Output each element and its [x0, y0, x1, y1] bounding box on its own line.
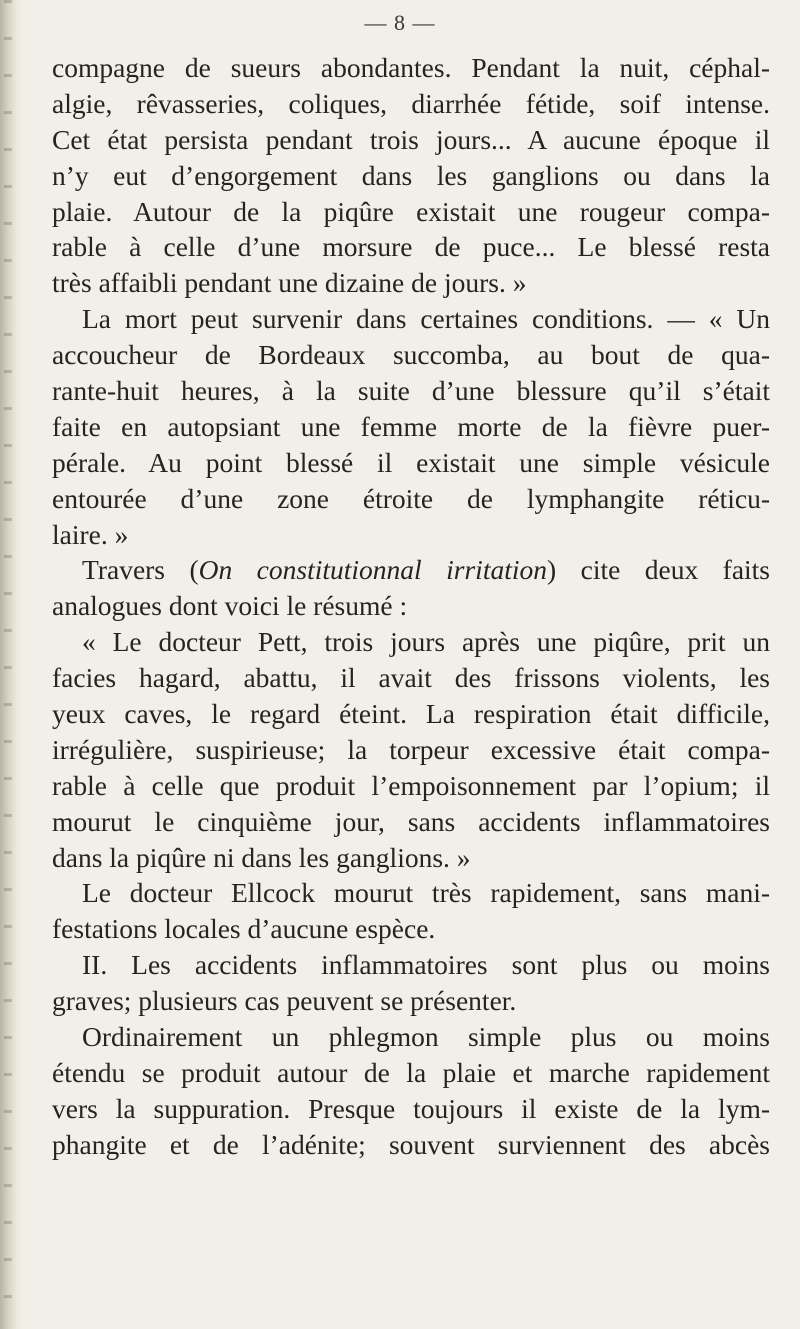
- text-line: algie, rêvasseries, coliques, diarrhée fétide, soif intense.: [52, 87, 770, 119]
- text-line: plaie. Autour de la piqûre existait une rougeur compa-: [52, 195, 770, 227]
- paragraph-start-line: La mort peut survenir dans certaines conditions. — « Un: [82, 303, 770, 335]
- paragraph-start-line: [52, 552, 770, 588]
- text-line: mourut le cinquième jour, sans accidents inflammatoires: [52, 805, 770, 837]
- text-line: yeux caves, le regard éteint. La respiration était difficile,: [52, 698, 770, 730]
- text-line: pérale. Au point blessé il existait une simple vésicule: [52, 446, 770, 478]
- text-line: rante-huit heures, à la suite d’une blessure qu’il s’était: [52, 375, 770, 407]
- text-line: graves; plusieurs cas peuvent se présenter.: [52, 985, 517, 1017]
- cited-work-title: On constitutionnal irritation: [198, 554, 547, 586]
- text-line: très affaibli pendant une dizaine de jours. »: [52, 267, 527, 299]
- paragraph-start-line: II. Les accidents inflammatoires sont plus ou moins: [82, 949, 770, 981]
- text-line: vers la suppuration. Presque toujours il existe de la lym-: [52, 1092, 770, 1124]
- page-number: — 8 —: [364, 10, 436, 35]
- text-line: analogues dont voici le résumé :: [52, 590, 408, 622]
- text-line: accoucheur de Bordeaux succomba, au bout de qua-: [52, 339, 770, 371]
- text-line: faite en autopsiant une femme morte de la fièvre puer-: [52, 410, 770, 442]
- text-line: étendu se produit autour de la plaie et marche rapidement: [52, 1056, 770, 1088]
- paragraph-start-line: « Le docteur Pett, trois jours après une piqûre, prit un: [82, 626, 770, 658]
- text-line: rable à celle d’une morsure de puce... Le blessé resta: [52, 231, 770, 263]
- citation-suffix: ) cite deux faits: [547, 554, 771, 586]
- text-line: laire. »: [52, 518, 129, 550]
- text-line: phangite et de l’adénite; souvent surviennent des abcès: [52, 1128, 770, 1160]
- text-line: Cet état persista pendant trois jours... A aucune époque il: [52, 123, 770, 155]
- text-line: n’y eut d’engorgement dans les ganglions ou dans la: [52, 159, 770, 191]
- book-binding-marks: [4, 0, 12, 1329]
- citation-prefix: Travers (: [82, 554, 199, 586]
- body-text: [52, 50, 770, 1163]
- text-line: facies hagard, abattu, il avait des frissons violents, les: [52, 662, 770, 694]
- text-line: rable à celle que produit l’empoisonnement par l’opium; il: [52, 769, 770, 801]
- paragraph-start-line: Ordinairement un phlegmon simple plus ou moins: [82, 1021, 770, 1053]
- text-line: festations locales d’aucune espèce.: [52, 913, 436, 945]
- text-line: compagne de sueurs abondantes. Pendant la nuit, céphal-: [52, 52, 770, 83]
- text-line: dans la piqûre ni dans les ganglions. »: [52, 841, 471, 873]
- paragraph-start-line: Le docteur Ellcock mourut très rapidement, sans mani-: [82, 877, 770, 909]
- text-line: entourée d’une zone étroite de lymphangite réticu-: [52, 482, 770, 514]
- text-line: irrégulière, suspirieuse; la torpeur excessive était compa-: [52, 733, 770, 765]
